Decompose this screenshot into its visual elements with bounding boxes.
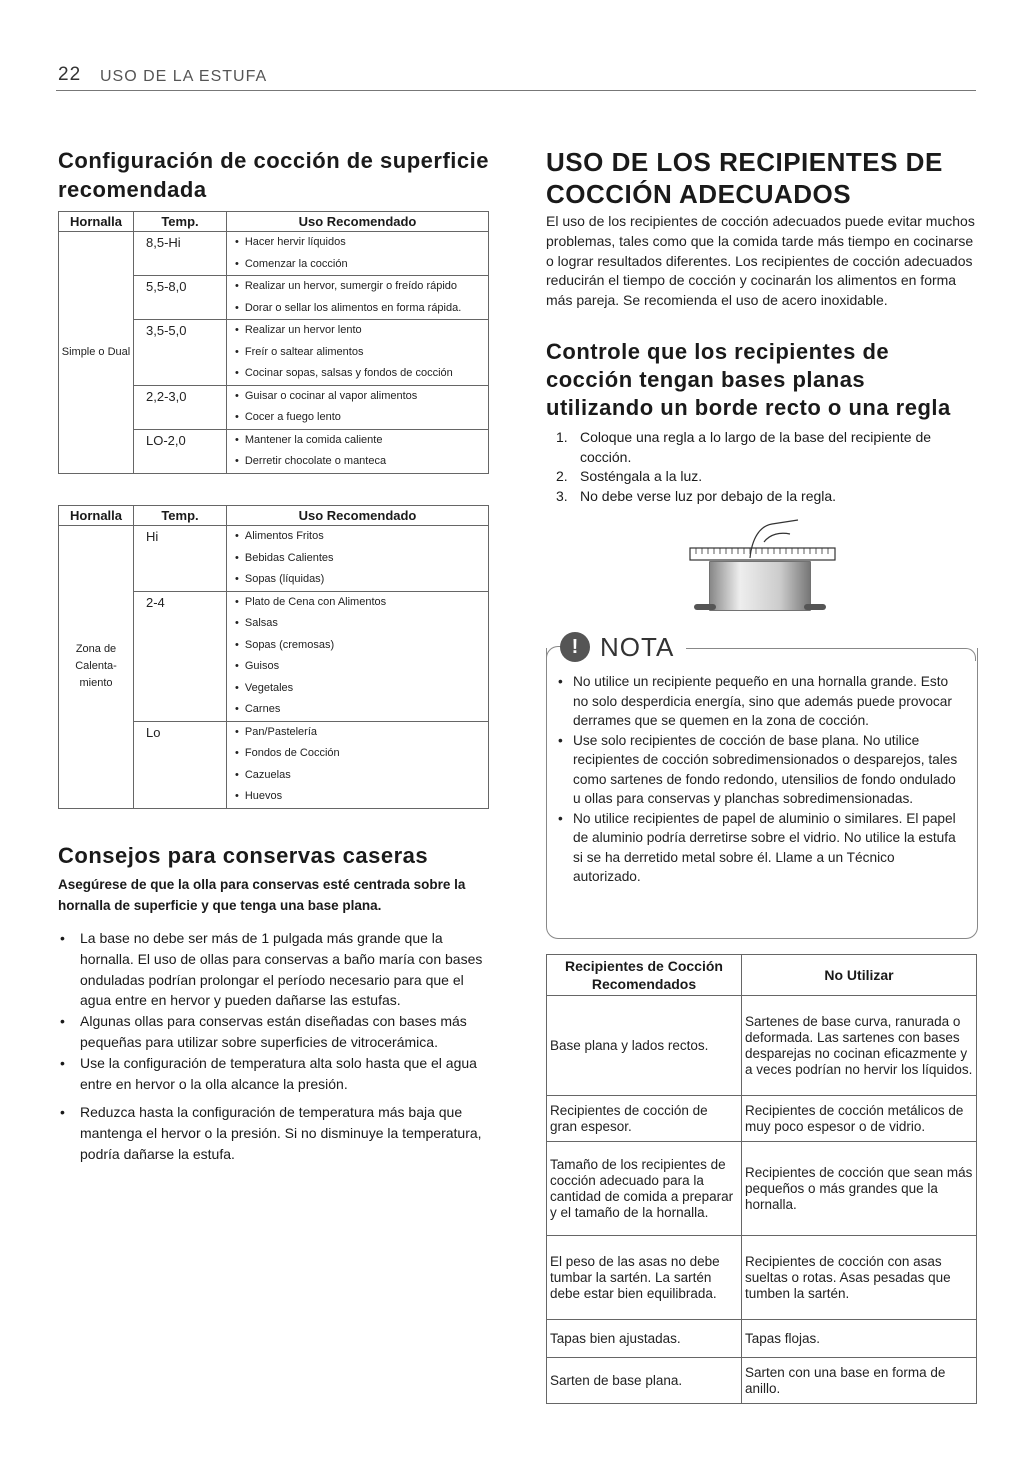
- use-text: • Guisos: [235, 660, 279, 672]
- canning-bullet: • La base no debe ser más de 1 pulgada más grande que la hornalla. El uso de ollas para conservas a baño maría con bases onduladas podrían prolongar el período necesario para que el agua entre en hervor y pueden dañarse las estufas.: [58, 928, 498, 1011]
- use-text: • Huevos: [235, 790, 282, 802]
- recommended-use: [227, 635, 489, 657]
- use-text: • Sopas (líquidas): [235, 573, 324, 585]
- do-not-use-cell: Recipientes de cocción que sean más pequeños o más grandes que la hornalla.: [742, 1142, 977, 1236]
- header-use: Uso Recomendado: [227, 212, 489, 232]
- cookware-section-title: USO DE LOS RECIPIENTES DE COCCIÓN ADECUADOS: [546, 147, 943, 209]
- do-not-use-cell: Sartenes de base curva, ranurada o deformada. Las sartenes con bases desparejas no cocinan eficazmente y a veces podrían no hervir los líquidos.: [742, 996, 977, 1096]
- header-burner: Hornalla: [59, 506, 134, 526]
- recommended-cell: Recipientes de cocción de gran espesor.: [547, 1096, 742, 1142]
- header-use: Uso Recomendado: [227, 506, 489, 526]
- header-temp: Temp.: [134, 212, 227, 232]
- note-list: [558, 672, 958, 887]
- recommended-use: [227, 320, 489, 342]
- recommended-cell: Base plana y lados rectos.: [547, 996, 742, 1096]
- do-not-use-cell: Recipientes de cocción con asas sueltas o rotas. Asas pesadas que tumben la sartén.: [742, 1236, 977, 1320]
- recommended-cell: Tapas bien ajustadas.: [547, 1320, 742, 1358]
- recommended-cell: Sarten de base plana.: [547, 1358, 742, 1404]
- temp-setting: 2-4: [134, 591, 227, 721]
- do-not-use-cell: Tapas flojas.: [742, 1320, 977, 1358]
- temp-setting: 5,5-8,0: [134, 276, 227, 320]
- warning-icon: !: [560, 632, 590, 662]
- use-text: • Salsas: [235, 617, 278, 629]
- use-text: • Mantener la comida caliente: [235, 434, 382, 446]
- recommended-use: [227, 743, 489, 765]
- use-text: • Realizar un hervor, sumergir o freído rápido: [235, 280, 457, 292]
- use-text: • Dorar o sellar los alimentos en forma rápida.: [235, 302, 461, 314]
- use-text: • Freír o saltear alimentos: [235, 346, 363, 358]
- use-text: • Bebidas Calientes: [235, 552, 334, 564]
- pot-ruler-illustration: [680, 518, 840, 622]
- check-step: 1. Coloque una regla a lo largo de la base del recipiente de cocción.: [556, 429, 932, 465]
- recommended-use: [227, 298, 489, 320]
- canning-bullet: • Use la configuración de temperatura alta solo hasta que el agua entre en hervor o la olla alcance la presión.: [58, 1053, 498, 1095]
- note-title: NOTA: [600, 632, 675, 662]
- recommended-use: [227, 526, 489, 548]
- recommended-use: [227, 656, 489, 678]
- canning-tips-title: Consejos para conservas caseras: [58, 843, 429, 868]
- page-number: 22: [58, 64, 82, 85]
- recommended-use: [227, 407, 489, 429]
- temp-setting: 2,2-3,0: [134, 385, 227, 429]
- temp-setting: 3,5-5,0: [134, 320, 227, 386]
- burner-name: Simple o Dual: [59, 232, 134, 474]
- use-text: • Cocer a fuego lento: [235, 411, 341, 423]
- recommended-use: [227, 276, 489, 298]
- check-steps: [556, 428, 976, 506]
- recommended-use: [227, 613, 489, 635]
- recommended-use: [227, 342, 489, 364]
- recommended-use: [227, 765, 489, 787]
- temp-setting: Lo: [134, 721, 227, 808]
- header-burner: Hornalla: [59, 212, 134, 232]
- canning-bullet: • Algunas ollas para conservas están diseñadas con bases más pequeñas para utilizar sobre superficies de vitrocerámica.: [58, 1011, 498, 1053]
- check-step: 2. Sosténgala a la luz.: [556, 468, 703, 485]
- use-text: • Hacer hervir líquidos: [235, 236, 346, 248]
- use-text: • Pan/Pastelería: [235, 726, 317, 738]
- use-text: • Guisar o cocinar al vapor alimentos: [235, 390, 417, 402]
- do-not-use-cell: Recipientes de cocción metálicos de muy poco espesor o de vidrio.: [742, 1096, 977, 1142]
- temp-setting: LO-2,0: [134, 429, 227, 473]
- recommended-use: [227, 699, 489, 721]
- recommended-cell: El peso de las asas no debe tumbar la sartén. La sartén debe estar bien equilibrada.: [547, 1236, 742, 1320]
- surface-settings-title: Configuración de cocción de superficie recomendada: [58, 148, 489, 202]
- note-rule: [686, 648, 976, 661]
- header-do-not-use: No Utilizar: [742, 955, 977, 996]
- recommended-use: [227, 721, 489, 743]
- recommended-use: [227, 254, 489, 276]
- use-text: • Cazuelas: [235, 769, 291, 781]
- recommended-use: [227, 548, 489, 570]
- use-text: • Vegetales: [235, 682, 293, 694]
- cookware-intro: El uso de los recipientes de cocción adecuados puede evitar muchos problemas, tales como que la comida tarde más tiempo en cocinarse o lograr resultados diferentes. Los recipientes de cocción adecuados reducirán el tiempo de cocción y cocinarán los alimentos en forma más pareja. Se recomienda el uso de acero inoxidable.: [546, 213, 975, 309]
- recommended-use: [227, 591, 489, 613]
- use-text: • Comenzar la cocción: [235, 258, 348, 270]
- recommended-use: [227, 451, 489, 473]
- use-text: • Realizar un hervor lento: [235, 324, 362, 336]
- note-item: • Use solo recipientes de cocción de base plana. No utilice recipientes de cocción sobredimensionados o desparejos, tales como sartenes de fondo redondo, utensilios de fondo ondulado u ollas para conservas y planchas sobredimensionadas.: [558, 731, 958, 809]
- recommended-use: [227, 385, 489, 407]
- surface-settings-table-warming-zone: [58, 505, 489, 809]
- temp-setting: Hi: [134, 526, 227, 592]
- recommended-use: [227, 232, 489, 254]
- note-header: [546, 624, 976, 664]
- use-text: • Sopas (cremosas): [235, 639, 334, 651]
- recommended-use: [227, 786, 489, 808]
- note-item: • No utilice un recipiente pequeño en una hornalla grande. Esto no solo desperdicia energía, sino que además puede provocar derrames que se quemen en la zona de cocción.: [558, 672, 958, 731]
- note-corner: [546, 646, 561, 665]
- use-text: • Carnes: [235, 703, 280, 715]
- recommended-use: [227, 678, 489, 700]
- check-step: 3. No debe verse luz por debajo de la regla.: [556, 487, 837, 504]
- use-text: • Derretir chocolate o manteca: [235, 455, 386, 467]
- canning-subtitle: Asegúrese de que la olla para conservas esté centrada sobre la hornalla de superficie y que tenga una base plana.: [58, 877, 466, 913]
- recommended-use: [227, 569, 489, 591]
- use-text: • Alimentos Fritos: [235, 530, 324, 542]
- section-title: USO DE LA ESTUFA: [100, 68, 268, 85]
- flat-base-check-title: Controle que los recipientes de cocción tengan bases planas utilizando un borde recto o una regla: [546, 339, 951, 420]
- do-not-use-cell: Sarten con una base en forma de anillo.: [742, 1358, 977, 1404]
- note-item: • No utilice recipientes de papel de aluminio o similares. El papel de aluminio podría derretirse sobre el vidrio. No utilice la estufa si se ha derretido metal sobre él. Llame a un Técnico autorizado.: [558, 809, 958, 887]
- cookware-table: [546, 954, 977, 1404]
- recommended-cell: Tamaño de los recipientes de cocción adecuado para la cantidad de comida a preparar y el tamaño de la hornalla.: [547, 1142, 742, 1236]
- canning-bullet: • Reduzca hasta la configuración de temperatura más baja que mantenga el hervor o la presión. Si no disminuye la temperatura, podría dañarse la estufa.: [58, 1102, 498, 1164]
- surface-settings-table-simple-dual: [58, 211, 489, 474]
- use-text: • Fondos de Cocción: [235, 747, 340, 759]
- header-temp: Temp.: [134, 506, 227, 526]
- use-text: • Plato de Cena con Alimentos: [235, 596, 386, 608]
- canning-bullets: [58, 928, 498, 1165]
- header-recommended: Recipientes de Cocción Recomendados: [547, 955, 742, 996]
- use-text: • Cocinar sopas, salsas y fondos de cocción: [235, 367, 453, 379]
- page-header: [56, 62, 976, 91]
- recommended-use: [227, 363, 489, 385]
- temp-setting: 8,5-Hi: [134, 232, 227, 276]
- burner-name: Zona de Calenta- miento: [59, 526, 134, 809]
- recommended-use: [227, 429, 489, 451]
